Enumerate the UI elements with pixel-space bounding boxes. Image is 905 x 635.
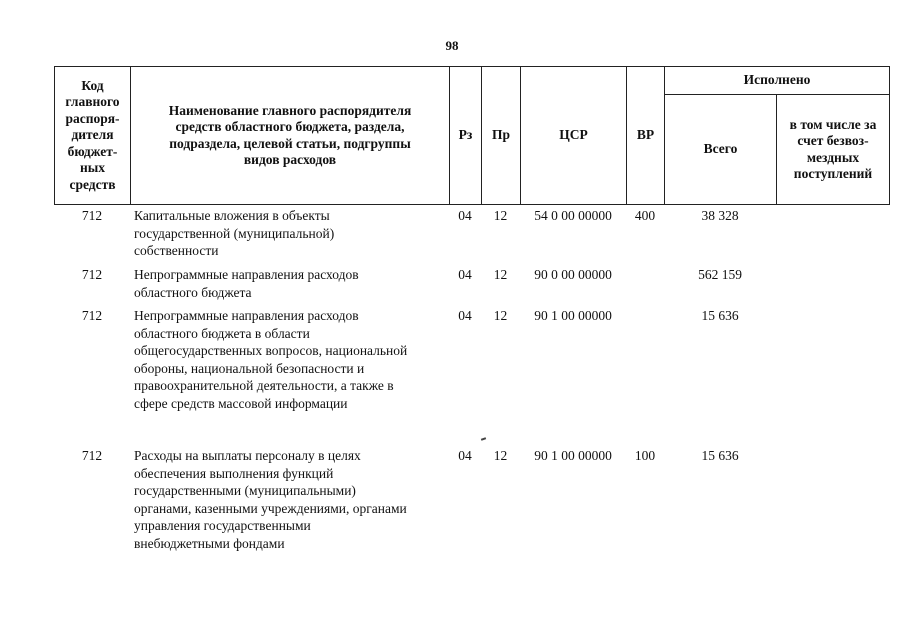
header-kod (55, 67, 130, 204)
cell-name-line: Непрограммные направления расходов (134, 267, 359, 282)
header-rz: Рз (458, 127, 473, 143)
header-name-line: средств областного бюджета, раздела, (175, 119, 405, 134)
header-kod-line: ных (79, 160, 106, 176)
cell-name-line: общегосударственных вопросов, национальной (134, 343, 408, 358)
cell-name-line: Непрограммные направления расходов (134, 308, 359, 323)
cell-rz: 04 (458, 448, 472, 463)
cell-rz: 04 (458, 308, 472, 323)
table-header (54, 66, 890, 205)
cell-name-line: управления государственными (134, 518, 311, 533)
cell-kod: 712 (81, 308, 103, 323)
cell-name-line: сфере средств массовой информации (134, 395, 348, 411)
cell-name (134, 447, 454, 552)
scan-speck (481, 437, 486, 441)
cell-total: 562 159 (698, 267, 742, 282)
cell-csr: 90 1 00 00000 (534, 448, 612, 463)
cell-name-line: государственными (муниципальными) (134, 483, 356, 498)
cell-name-line: обеспечения выполнения функций (134, 465, 334, 481)
cell-name-line: областного бюджета в области (134, 325, 310, 341)
cell-name (134, 266, 449, 301)
cell-pr: 12 (493, 448, 508, 463)
cell-name-line: областного бюджета (134, 284, 252, 300)
header-kod-line: средств (69, 176, 116, 192)
header-name (131, 67, 449, 204)
cell-name-line: правоохранительной деятельности, а также в (134, 378, 394, 393)
header-vsego: Всего (703, 141, 738, 157)
cell-rz: 04 (458, 267, 472, 282)
header-csr: ЦСР (559, 127, 588, 143)
header-free-line: счет безвоз- (797, 133, 869, 148)
header-vr: ВР (636, 127, 655, 143)
cell-csr: 90 0 00 00000 (534, 267, 612, 282)
header-free-line: поступлений (793, 166, 873, 181)
header-free (777, 95, 889, 204)
header-name-line: подраздела, целевой статьи, подгруппы (169, 135, 411, 151)
cell-kod: 712 (81, 448, 103, 463)
cell-name (134, 307, 454, 412)
cell-kod: 712 (81, 208, 103, 223)
header-ispolneno: Исполнено (743, 72, 811, 88)
header-name-line: Наименование главного распорядителя (168, 102, 412, 118)
cell-total: 15 636 (701, 448, 739, 463)
page-number: 98 (445, 38, 459, 53)
cell-name (134, 207, 449, 260)
cell-pr: 12 (493, 308, 508, 323)
cell-vr: 400 (634, 208, 656, 223)
cell-name-line: Расходы на выплаты персоналу в целях (134, 448, 361, 463)
cell-pr: 12 (493, 208, 508, 223)
header-kod-line: бюджет- (67, 143, 118, 159)
cell-csr: 90 1 00 00000 (534, 308, 612, 323)
cell-rz: 04 (458, 208, 472, 223)
header-kod-line: главного (65, 94, 120, 110)
cell-name-line: обороны, национальной безопасности и (134, 360, 365, 376)
cell-kod: 712 (81, 267, 103, 282)
header-kod-line: дителя (71, 127, 114, 143)
cell-total: 15 636 (701, 308, 739, 323)
cell-name-line: внебюджетными фондами (134, 535, 285, 551)
cell-name-line: государственной (муниципальной) (134, 225, 335, 241)
header-kod-line: Код (81, 77, 104, 93)
header-pr: Пр (491, 127, 510, 143)
cell-total: 38 328 (701, 208, 739, 223)
cell-name-line: Капитальные вложения в объекты (134, 208, 330, 223)
cell-vr: 100 (634, 448, 656, 463)
cell-name-line: собственности (134, 243, 219, 258)
header-free-line: мездных (806, 149, 860, 165)
cell-name-line: органами, казенными учреждениями, органами (134, 500, 407, 516)
cell-csr: 54 0 00 00000 (534, 208, 612, 223)
header-free-line: в том числе за (789, 116, 877, 132)
header-name-line: видов расходов (243, 152, 337, 167)
header-kod-line: распоря- (65, 110, 120, 126)
cell-pr: 12 (493, 267, 508, 282)
